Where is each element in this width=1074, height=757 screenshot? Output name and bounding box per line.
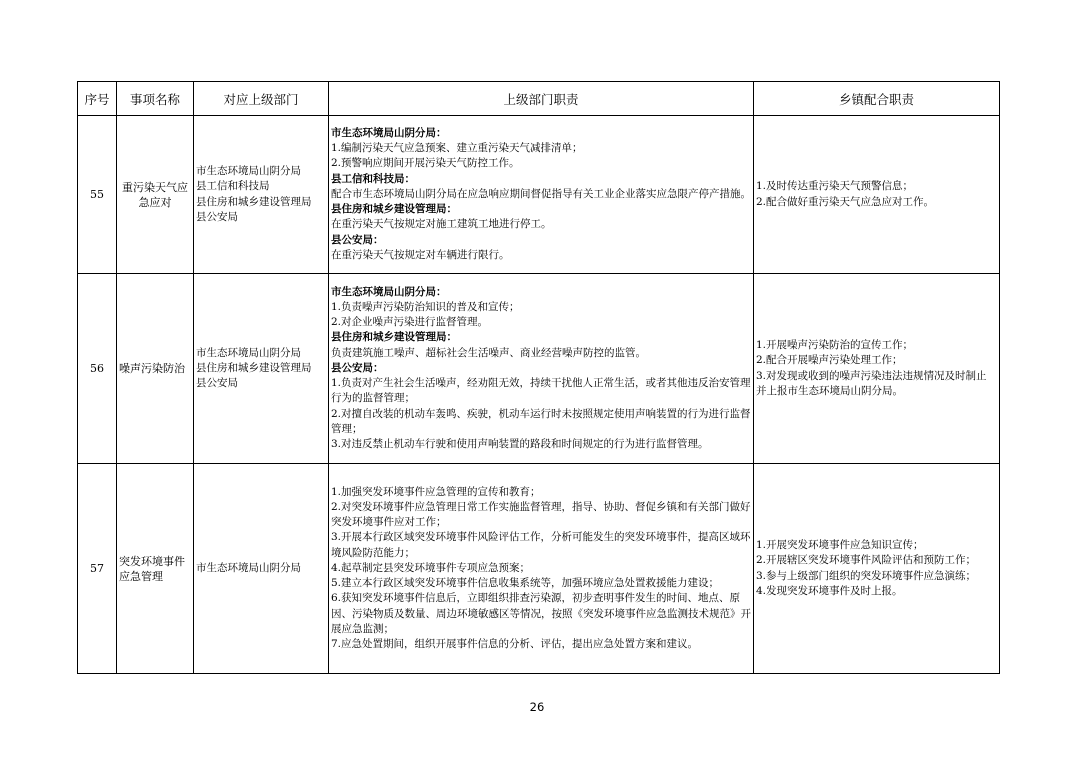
town-duty-list [754,274,1000,464]
town-duty-list [754,116,1000,274]
duty-dept-heading: 县住房和城乡建设管理局： [331,331,457,344]
duty-dept-heading: 县住房和城乡建设管理局： [331,203,457,216]
row-index: 57 [78,464,117,674]
row-index: 55 [78,116,117,274]
duty-line: 在重污染天气按规定对车辆进行限行。 [331,248,510,261]
text-line: 市生态环境局山阴分局 [196,561,301,574]
duty-table [77,81,1000,674]
duty-line: 2.对擅自改装的机动车轰鸣、疾驶，机动车运行时未按照规定使用声响装置的行为进行监督管理； [331,407,751,435]
item-name: 重污染天气应急应对 [117,116,194,274]
dept-duty-list [329,274,754,464]
duty-dept-heading: 县公安局： [331,361,384,374]
text-line: 县住房和城乡建设管理局 [196,195,312,208]
dept-list [194,274,329,464]
text-line: 县住房和城乡建设管理局 [196,361,312,374]
text-line: 1.开展突发环境事件应急知识宣传； [756,539,924,552]
text-line: 1.及时传达重污染天气预警信息； [756,180,914,193]
duty-dept-heading: 市生态环境局山阴分局： [331,285,447,298]
text-line: 1.开展噪声污染防治的宣传工作； [756,339,914,352]
text-line: 3.对发现或收到的噪声污染违法违规情况及时制止并上报市生态环境局山阴分局。 [756,369,987,397]
header-item-name: 事项名称 [117,82,194,116]
duty-line: 1.负责噪声污染防治知识的普及和宣传； [331,301,520,314]
text-line: 2.配合开展噪声污染处理工作； [756,354,903,367]
duty-line: 负责建筑施工噪声、超标社会生活噪声、商业经营噪声防控的监管。 [331,346,646,359]
dept-duty-list [329,464,754,674]
duty-dept-heading: 市生态环境局山阴分局： [331,127,447,140]
table-row [78,464,1000,674]
text-line: 3.参与上级部门组织的突发环境事件应急演练； [756,569,977,582]
text-line: 2.配合做好重污染天气应急应对工作。 [756,195,935,208]
text-line: 市生态环境局山阴分局 [196,346,301,359]
duty-line: 1.加强突发环境事件应急管理的宣传和教育； [331,485,541,498]
text-line: 县工信和科技局 [196,180,270,193]
text-line: 县公安局 [196,210,238,223]
dept-list [194,464,329,674]
duty-line: 3.对违反禁止机动车行驶和使用声响装置的路段和时间规定的行为进行监督管理。 [331,437,709,450]
duty-line: 1.负责对产生社会生活噪声，经劝阻无效，持续干扰他人正常生活，或者其他违反治安管理行为的监督管理； [331,377,751,405]
text-line: 2.开展辖区突发环境事件风险评估和预防工作； [756,554,977,567]
header-dept: 对应上级部门 [194,82,329,116]
row-index: 56 [78,274,117,464]
duty-line: 7.应急处置期间，组织开展事件信息的分析、评估，提出应急处置方案和建议。 [331,637,699,650]
text-line: 4.发现突发环境事件及时上报。 [756,584,903,597]
duty-line: 5.建立本行政区域突发环境事件信息收集系统等，加强环境应急处置救援能力建设； [331,577,720,590]
duty-line: 4.起草制定县突发环境事件专项应急预案； [331,561,531,574]
item-name: 突发环境事件应急管理 [117,464,194,674]
item-name: 噪声污染防治 [117,274,194,464]
table-row [78,116,1000,274]
duty-line: 2.对企业噪声污染进行监督管理。 [331,316,489,329]
table-header-row [78,82,1000,116]
header-town-duty: 乡镇配合职责 [754,82,1000,116]
duty-line: 在重污染天气按规定对施工建筑工地进行停工。 [331,218,552,231]
header-dept-duty: 上级部门职责 [329,82,754,116]
dept-list [194,116,329,274]
text-line: 市生态环境局山阴分局 [196,165,301,178]
duty-line: 1.编制污染天气应急预案、建立重污染天气减排清单； [331,142,583,155]
duty-line: 6.获知突发环境事件信息后，立即组织排查污染源，初步查明事件发生的时间、地点、原因、污染物质及数量、周边环境敏感区等情况，按照《突发环境事件应急监测技术规范》开展应急监测； [331,592,751,635]
duty-line: 2.预警响应期间开展污染天气防控工作。 [331,157,520,170]
table-row [78,274,1000,464]
text-line: 县公安局 [196,377,238,390]
town-duty-list [754,464,1000,674]
header-index: 序号 [78,82,117,116]
duty-line: 3.开展本行政区域突发环境事件风险评估工作，分析可能发生的突发环境事件，提高区域环境风险防范能力； [331,531,751,559]
page-number: 26 [529,700,545,714]
duty-dept-heading: 县工信和科技局： [331,172,415,185]
duty-dept-heading: 县公安局： [331,233,384,246]
duty-line: 2.对突发环境事件应急管理日常工作实施监督管理，指导、协助、督促乡镇和有关部门做好突发环境事件应对工作； [331,501,751,529]
dept-duty-list [329,116,754,274]
duty-line: 配合市生态环境局山阴分局在应急响应期间督促指导有关工业企业落实应急限产停产措施。 [331,187,751,200]
